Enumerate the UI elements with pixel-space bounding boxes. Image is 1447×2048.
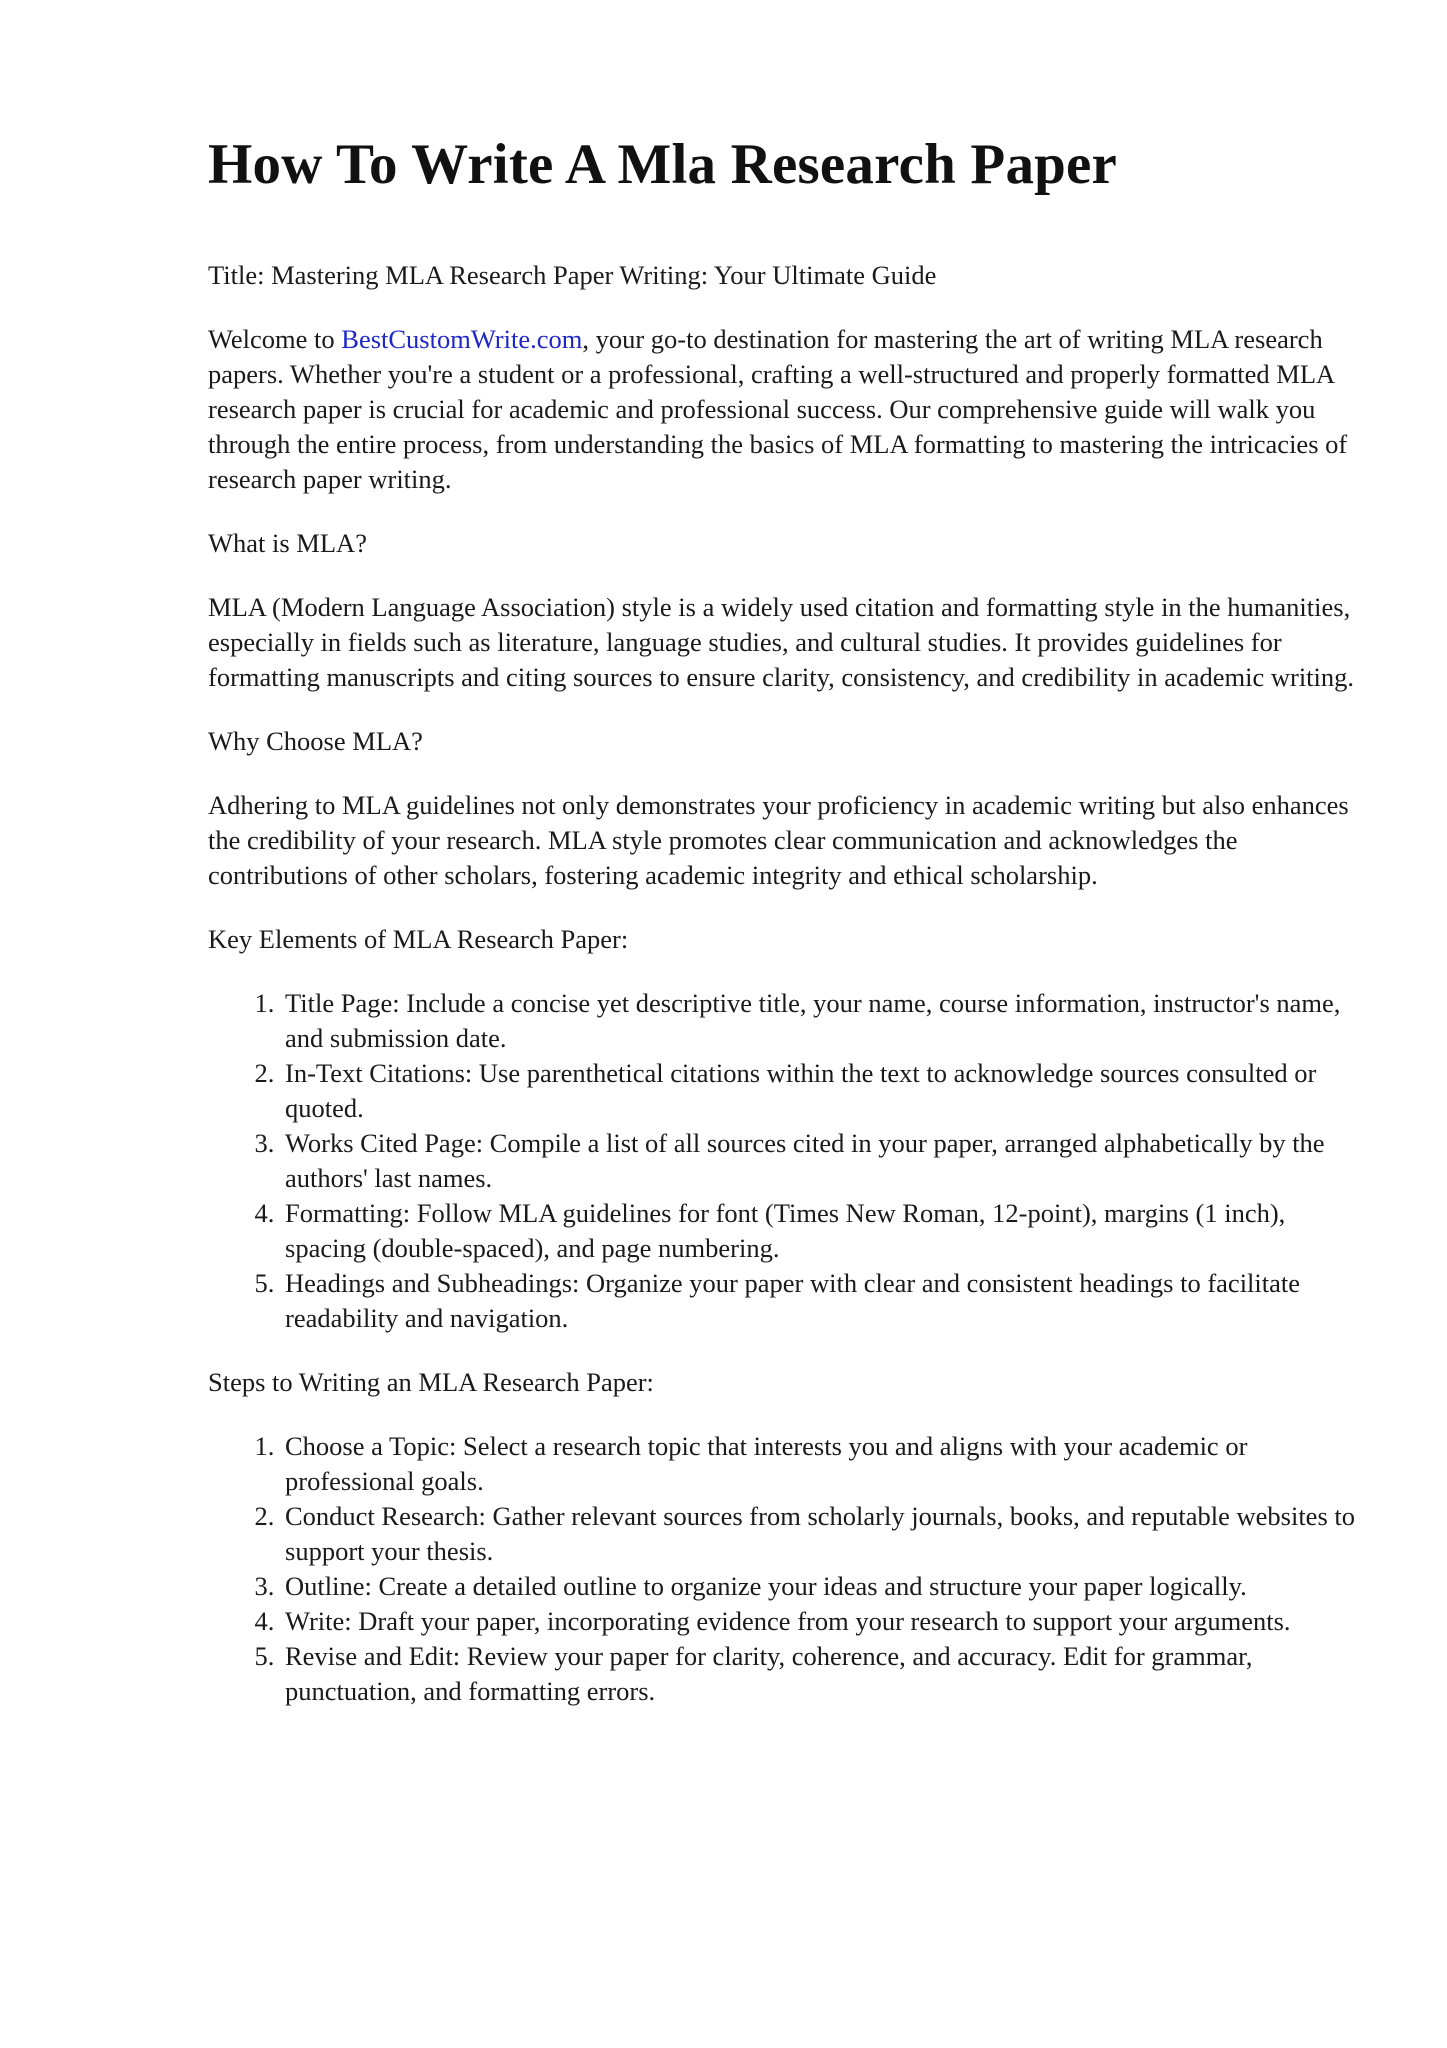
why-choose-paragraph: Adhering to MLA guidelines not only demonstrates your proficiency in academic writing but also enhances the credibility of your research. MLA style promotes clear communication and acknowledges the contributions of other scholars, fostering academic integrity and ethical scholarship. <box>208 790 1349 890</box>
list-item: 4. Write: Draft your paper, incorporating evidence from your research to support your arguments. <box>281 1604 1358 1639</box>
document-body <box>208 130 1358 1738</box>
steps-heading: Steps to Writing an MLA Research Paper: <box>208 1367 654 1397</box>
list-item: 3. Works Cited Page: Compile a list of all sources cited in your paper, arranged alphabetically by the authors' last names. <box>281 1126 1358 1196</box>
list-item: 1. Title Page: Include a concise yet descriptive title, your name, course information, instructor's name, and submission date. <box>281 986 1358 1056</box>
key-elements-heading: Key Elements of MLA Research Paper: <box>208 924 629 954</box>
list-item: 5. Revise and Edit: Review your paper for clarity, coherence, and accuracy. Edit for grammar, punctuation, and formatting errors. <box>281 1639 1358 1709</box>
list-item: 2. Conduct Research: Gather relevant sources from scholarly journals, books, and reputable websites to support your thesis. <box>281 1499 1358 1569</box>
intro-paragraph <box>208 322 1358 497</box>
list-item: 4. Formatting: Follow MLA guidelines for font (Times New Roman, 12-point), margins (1 inch), spacing (double-spaced), and page numbering. <box>281 1196 1358 1266</box>
steps-list <box>208 1429 1358 1709</box>
intro-after-link: , your go-to destination for mastering the art of writing MLA research papers. Whether you're a student or a professional, crafting a well-structured and properly formatted MLA research paper is crucial for academic and professional success. Our comprehensive guide will walk you through the entire process, from understanding the basics of MLA formatting to mastering the intricacies of research paper writing. <box>208 324 1348 494</box>
why-choose-heading: Why Choose MLA? <box>208 726 423 756</box>
subtitle-line: Title: Mastering MLA Research Paper Writing: Your Ultimate Guide <box>208 260 937 290</box>
what-is-heading: What is MLA? <box>208 528 367 558</box>
list-item: 3. Outline: Create a detailed outline to organize your ideas and structure your paper logically. <box>281 1569 1358 1604</box>
list-item: 5. Headings and Subheadings: Organize your paper with clear and consistent headings to facilitate readability and navigation. <box>281 1266 1358 1336</box>
site-link[interactable]: BestCustomWrite.com <box>341 324 583 354</box>
list-item: 2. In-Text Citations: Use parenthetical citations within the text to acknowledge sources consulted or quoted. <box>281 1056 1358 1126</box>
page-title: How To Write A Mla Research Paper <box>208 133 1118 196</box>
intro-before-link: Welcome to <box>208 324 342 354</box>
what-is-paragraph: MLA (Modern Language Association) style is a widely used citation and formatting style in the humanities, especially in fields such as literature, language studies, and cultural studies. It provides guidelines for formatting manuscripts and citing sources to ensure clarity, consistency, and credibility in academic writing. <box>208 592 1355 692</box>
list-item: 1. Choose a Topic: Select a research topic that interests you and aligns with your academic or professional goals. <box>281 1429 1358 1499</box>
key-elements-list <box>208 986 1358 1336</box>
